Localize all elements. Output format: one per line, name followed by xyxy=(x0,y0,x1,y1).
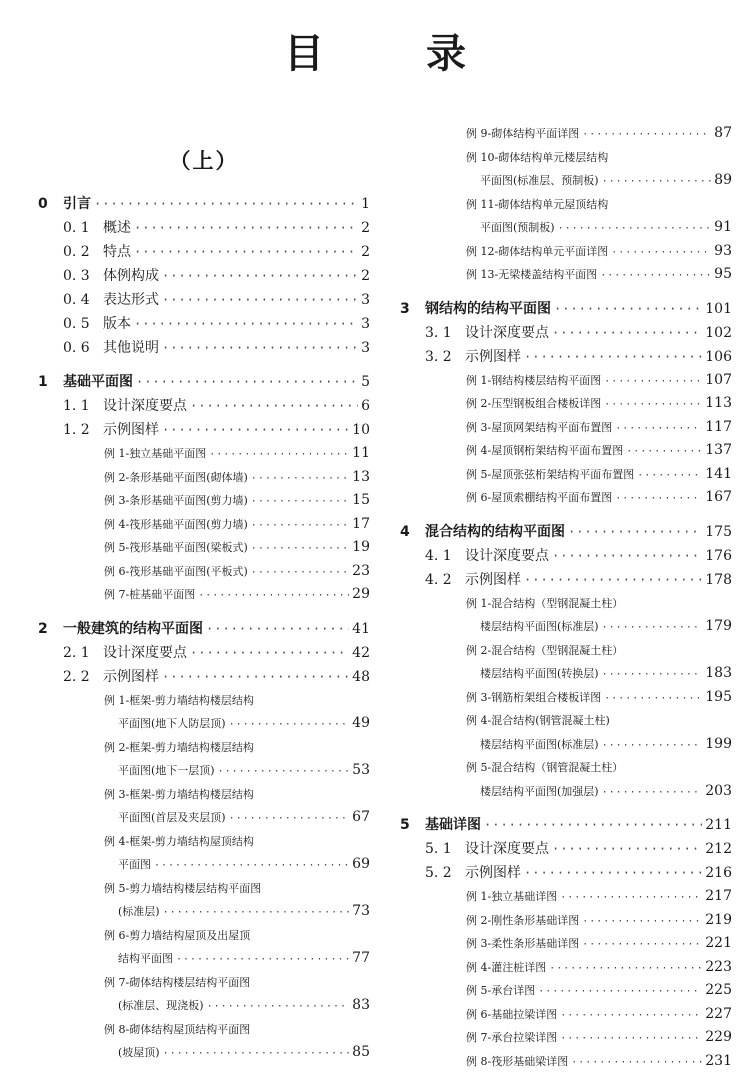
toc-chapter-3[interactable]: 3 钢结构的结构平面图 ····· 101 xyxy=(400,297,732,321)
page-number: 83 xyxy=(352,997,370,1013)
toc-example-line2[interactable]: 平面图(首层及夹层顶) ····· 67 xyxy=(38,806,370,830)
toc-example-line1[interactable]: 例 5-剪力墙结构楼层结构平面图 xyxy=(104,881,262,895)
toc-example[interactable]: 例 7-承台拉梁详图 ····· 229 xyxy=(400,1026,732,1050)
toc-example-line2[interactable]: 楼层结构平面图(标准层) ····· 199 xyxy=(400,733,732,757)
page-number: 3 xyxy=(361,292,370,308)
toc-section[interactable]: 4. 1 设计深度要点 ····· 176 xyxy=(400,544,732,568)
toc-example-line2[interactable]: 楼层结构平面图(标准层) ····· 179 xyxy=(400,615,732,639)
page-number: 2 xyxy=(361,268,370,284)
toc-example[interactable]: 例 9-砌体结构平面详图 ····· 87 xyxy=(400,122,732,146)
page-number: 107 xyxy=(705,371,732,388)
page-number: 89 xyxy=(714,172,732,188)
toc-left-column xyxy=(38,122,370,1065)
toc-section[interactable]: 4. 2 示例图样 ····· 178 xyxy=(400,568,732,592)
page-number: 13 xyxy=(352,468,370,485)
toc-example-line1[interactable]: 例 1-混合结构（型钢混凝土柱） xyxy=(466,596,624,610)
page-number: 5 xyxy=(361,374,370,390)
page-number: 231 xyxy=(705,1052,732,1069)
page-number: 17 xyxy=(352,515,370,532)
toc-example[interactable]: 例 5-屋顶张弦桁架结构平面布置图 ····· 141 xyxy=(400,463,732,487)
page-number: 73 xyxy=(352,903,370,919)
page-title: 目 录 xyxy=(284,30,510,77)
toc-example-line2[interactable]: 结构平面图 ····· 77 xyxy=(38,947,370,971)
page-number: 225 xyxy=(705,982,732,998)
page-number: 141 xyxy=(705,465,732,482)
toc-example-line2[interactable]: 平面图(预制板) ····· 91 xyxy=(400,216,732,240)
page-number: 48 xyxy=(352,668,370,685)
toc-section[interactable]: 1. 2 示例图样 ····· 10 xyxy=(38,418,370,442)
toc-chapter-4[interactable]: 4 混合结构的结构平面图 ····· 175 xyxy=(400,520,732,544)
toc-example-line1[interactable]: 例 4-框架-剪力墙结构屋顶结构 xyxy=(104,834,254,848)
toc-example-line1[interactable]: 例 1-框架-剪力墙结构楼层结构 xyxy=(104,693,254,707)
toc-example-line2[interactable]: 楼层结构平面图(转换层) ····· 183 xyxy=(400,662,732,686)
page-number: 1 xyxy=(361,196,370,212)
page-number: 137 xyxy=(705,442,732,458)
toc-example[interactable]: 例 3-柔性条形基础详图 ····· 221 xyxy=(400,932,732,956)
toc-example-line1[interactable]: 例 2-框架-剪力墙结构楼层结构 xyxy=(104,740,254,754)
page-number: 69 xyxy=(352,856,370,872)
volume-label: （上） xyxy=(169,149,239,173)
page-number: 6 xyxy=(361,398,370,414)
page-number: 29 xyxy=(352,586,370,602)
page-number: 67 xyxy=(352,809,370,825)
toc-example-line1[interactable]: 例 10-砌体结构单元楼层结构 xyxy=(466,150,609,164)
toc-section[interactable]: 3. 1 设计深度要点 ····· 102 xyxy=(400,321,732,345)
toc-example-line2[interactable]: 楼层结构平面图(加强层) ····· 203 xyxy=(400,780,732,804)
page-number: 77 xyxy=(352,950,370,966)
toc-example-line1[interactable]: 例 6-剪力墙结构屋顶及出屋顶 xyxy=(104,928,251,942)
page-number: 227 xyxy=(705,1005,732,1022)
toc-section[interactable]: 0. 2 特点 ····· 2 xyxy=(38,240,370,264)
page-number: 91 xyxy=(714,219,732,235)
page-number: 2 xyxy=(361,220,370,236)
toc-example[interactable]: 例 6-筏形基础平面图(平板式) ····· 23 xyxy=(38,560,370,584)
toc-section[interactable]: 0. 4 表达形式 ····· 3 xyxy=(38,288,370,312)
toc-example[interactable]: 例 7-桩基础平面图 ····· 29 xyxy=(38,583,370,607)
page-number: 101 xyxy=(705,300,732,317)
page-number: 53 xyxy=(352,762,370,778)
page-number: 95 xyxy=(714,266,732,282)
page-number: 41 xyxy=(352,620,370,637)
toc-example-line1[interactable]: 例 4-混合结构(钢管混凝土柱) xyxy=(466,714,610,727)
toc-section[interactable]: 0. 6 其他说明 ····· 3 xyxy=(38,336,370,360)
toc-example-line2[interactable]: 平面图(地下人防层顶) ····· 49 xyxy=(38,712,370,736)
toc-example-line2[interactable]: 平面图(标准层、预制板) ····· 89 xyxy=(400,169,732,193)
toc-chapter-5[interactable]: 5 基础详图 ····· 211 xyxy=(400,813,732,837)
toc-example[interactable]: 例 3-屋顶网架结构平面布置图 ····· 117 xyxy=(400,416,732,440)
toc-example-line1[interactable]: 例 11-砌体结构单元屋顶结构 xyxy=(466,197,609,211)
toc-section[interactable]: 0. 1 概述 ····· 2 xyxy=(38,216,370,240)
toc-example[interactable]: 例 13-无梁楼盖结构平面图 ····· 95 xyxy=(400,263,732,287)
page-number: 183 xyxy=(705,665,732,681)
page-number: 106 xyxy=(705,348,732,365)
toc-example[interactable]: 例 2-压型钢板组合楼板详图 ····· 113 xyxy=(400,392,732,416)
page-number: 221 xyxy=(705,935,732,951)
page-number: 85 xyxy=(352,1044,370,1060)
page-number: 229 xyxy=(705,1029,732,1045)
page-number: 3 xyxy=(361,316,370,332)
toc-example-line1[interactable]: 例 5-混合结构（钢管混凝土柱） xyxy=(466,761,624,774)
page-number: 203 xyxy=(705,782,732,799)
toc-example[interactable]: 例 1-钢结构楼层结构平面图 ····· 107 xyxy=(400,369,732,393)
toc-section[interactable]: 0. 3 体例构成 ····· 2 xyxy=(38,264,370,288)
page-number: 2 xyxy=(361,244,370,260)
toc-example-line2[interactable]: 平面图(地下一层顶) ····· 53 xyxy=(38,759,370,783)
toc-example[interactable]: 例 2-条形基础平面图(砌体墙) ····· 13 xyxy=(38,466,370,490)
page-number: 42 xyxy=(352,644,370,661)
page-number: 176 xyxy=(705,547,732,564)
toc-example-line2[interactable]: (标准层) ····· 73 xyxy=(38,900,370,924)
toc-example-line2[interactable]: 平面图 ····· 69 xyxy=(38,853,370,877)
page-number: 102 xyxy=(705,324,732,341)
toc-chapter-0[interactable]: 0 引言 ····· 1 xyxy=(38,192,370,216)
toc-example-line1[interactable]: 例 3-框架-剪力墙结构楼层结构 xyxy=(104,787,254,801)
toc-example[interactable]: 例 6-屋顶索棚结构平面布置图 ····· 167 xyxy=(400,486,732,510)
page-number: 212 xyxy=(705,841,732,857)
toc-section[interactable]: 5. 1 设计深度要点 ····· 212 xyxy=(400,837,732,861)
toc-right-column xyxy=(400,122,732,1073)
toc-section[interactable]: 5. 2 示例图样 ····· 216 xyxy=(400,861,732,885)
page-number: 217 xyxy=(705,888,732,904)
page-number: 87 xyxy=(714,125,732,141)
page-number: 167 xyxy=(705,489,732,505)
page-number: 49 xyxy=(352,715,370,731)
toc-example[interactable]: 例 3-钢筋桁架组合楼板详图 ····· 195 xyxy=(400,686,732,710)
page-number: 175 xyxy=(705,523,732,540)
toc-section[interactable]: 1. 1 设计深度要点 ····· 6 xyxy=(38,394,370,418)
page-number: 195 xyxy=(705,688,732,705)
page-number: 10 xyxy=(352,422,370,438)
toc-example-line1[interactable]: 例 8-砌体结构屋顶结构平面图 xyxy=(104,1022,251,1036)
toc-example-line1[interactable]: 例 7-砌体结构楼层结构平面图 xyxy=(104,975,251,989)
toc-section[interactable]: 2. 2 示例图样 ····· 48 xyxy=(38,665,370,689)
page-number: 117 xyxy=(705,418,732,435)
toc-section[interactable]: 0. 5 版本 ····· 3 xyxy=(38,312,370,336)
page-number: 211 xyxy=(705,817,732,833)
page-number: 178 xyxy=(705,571,732,588)
toc-example[interactable]: 例 4-灌注桩详图 ····· 223 xyxy=(400,956,732,980)
toc-section[interactable]: 3. 2 示例图样 ····· 106 xyxy=(400,345,732,369)
toc-chapter-1[interactable]: 1 基础平面图 ····· 5 xyxy=(38,370,370,394)
page-number: 179 xyxy=(705,618,732,634)
toc-example[interactable]: 例 2-刚性条形基础详图 ····· 219 xyxy=(400,909,732,933)
toc-example-line2[interactable]: (标准层、现浇板) ····· 83 xyxy=(38,994,370,1018)
page-number: 23 xyxy=(352,562,370,579)
toc-example[interactable]: 例 8-筏形基础梁详图 ····· 231 xyxy=(400,1050,732,1074)
toc-example[interactable]: 例 3-条形基础平面图(剪力墙) ····· 15 xyxy=(38,489,370,513)
toc-section[interactable]: 2. 1 设计深度要点 ····· 42 xyxy=(38,641,370,665)
page-number: 223 xyxy=(705,958,732,975)
toc-example[interactable]: 例 1-独立基础详图 ····· 217 xyxy=(400,885,732,909)
toc-example-line2[interactable]: (坡屋顶) ····· 85 xyxy=(38,1041,370,1065)
toc-example[interactable]: 例 6-基础拉梁详图 ····· 227 xyxy=(400,1003,732,1027)
page-number: 3 xyxy=(361,340,370,356)
page-number: 199 xyxy=(705,735,732,752)
page-number: 219 xyxy=(705,911,732,928)
toc-chapter-2[interactable]: 2 一般建筑的结构平面图 ····· 41 xyxy=(38,617,370,641)
toc-example[interactable]: 例 5-筏形基础平面图(梁板式) ····· 19 xyxy=(38,536,370,560)
page-number: 11 xyxy=(352,445,370,461)
page-number: 19 xyxy=(352,539,370,555)
toc-example[interactable]: 例 5-承台详图 ····· 225 xyxy=(400,979,732,1003)
toc-example[interactable]: 例 4-筏形基础平面图(剪力墙) ····· 17 xyxy=(38,513,370,537)
page-number: 216 xyxy=(705,865,732,881)
toc-example[interactable]: 例 12-砌体结构单元平面详图 ····· 93 xyxy=(400,240,732,264)
toc-example-line1[interactable]: 例 2-混合结构（型钢混凝土柱） xyxy=(466,643,624,657)
toc-example[interactable]: 例 4-屋顶钢桁架结构平面布置图 ····· 137 xyxy=(400,439,732,463)
page-number: 93 xyxy=(714,242,732,259)
page-number: 113 xyxy=(705,395,732,411)
page-number: 15 xyxy=(352,492,370,508)
toc-example[interactable]: 例 1-独立基础平面图 ····· 11 xyxy=(38,442,370,466)
